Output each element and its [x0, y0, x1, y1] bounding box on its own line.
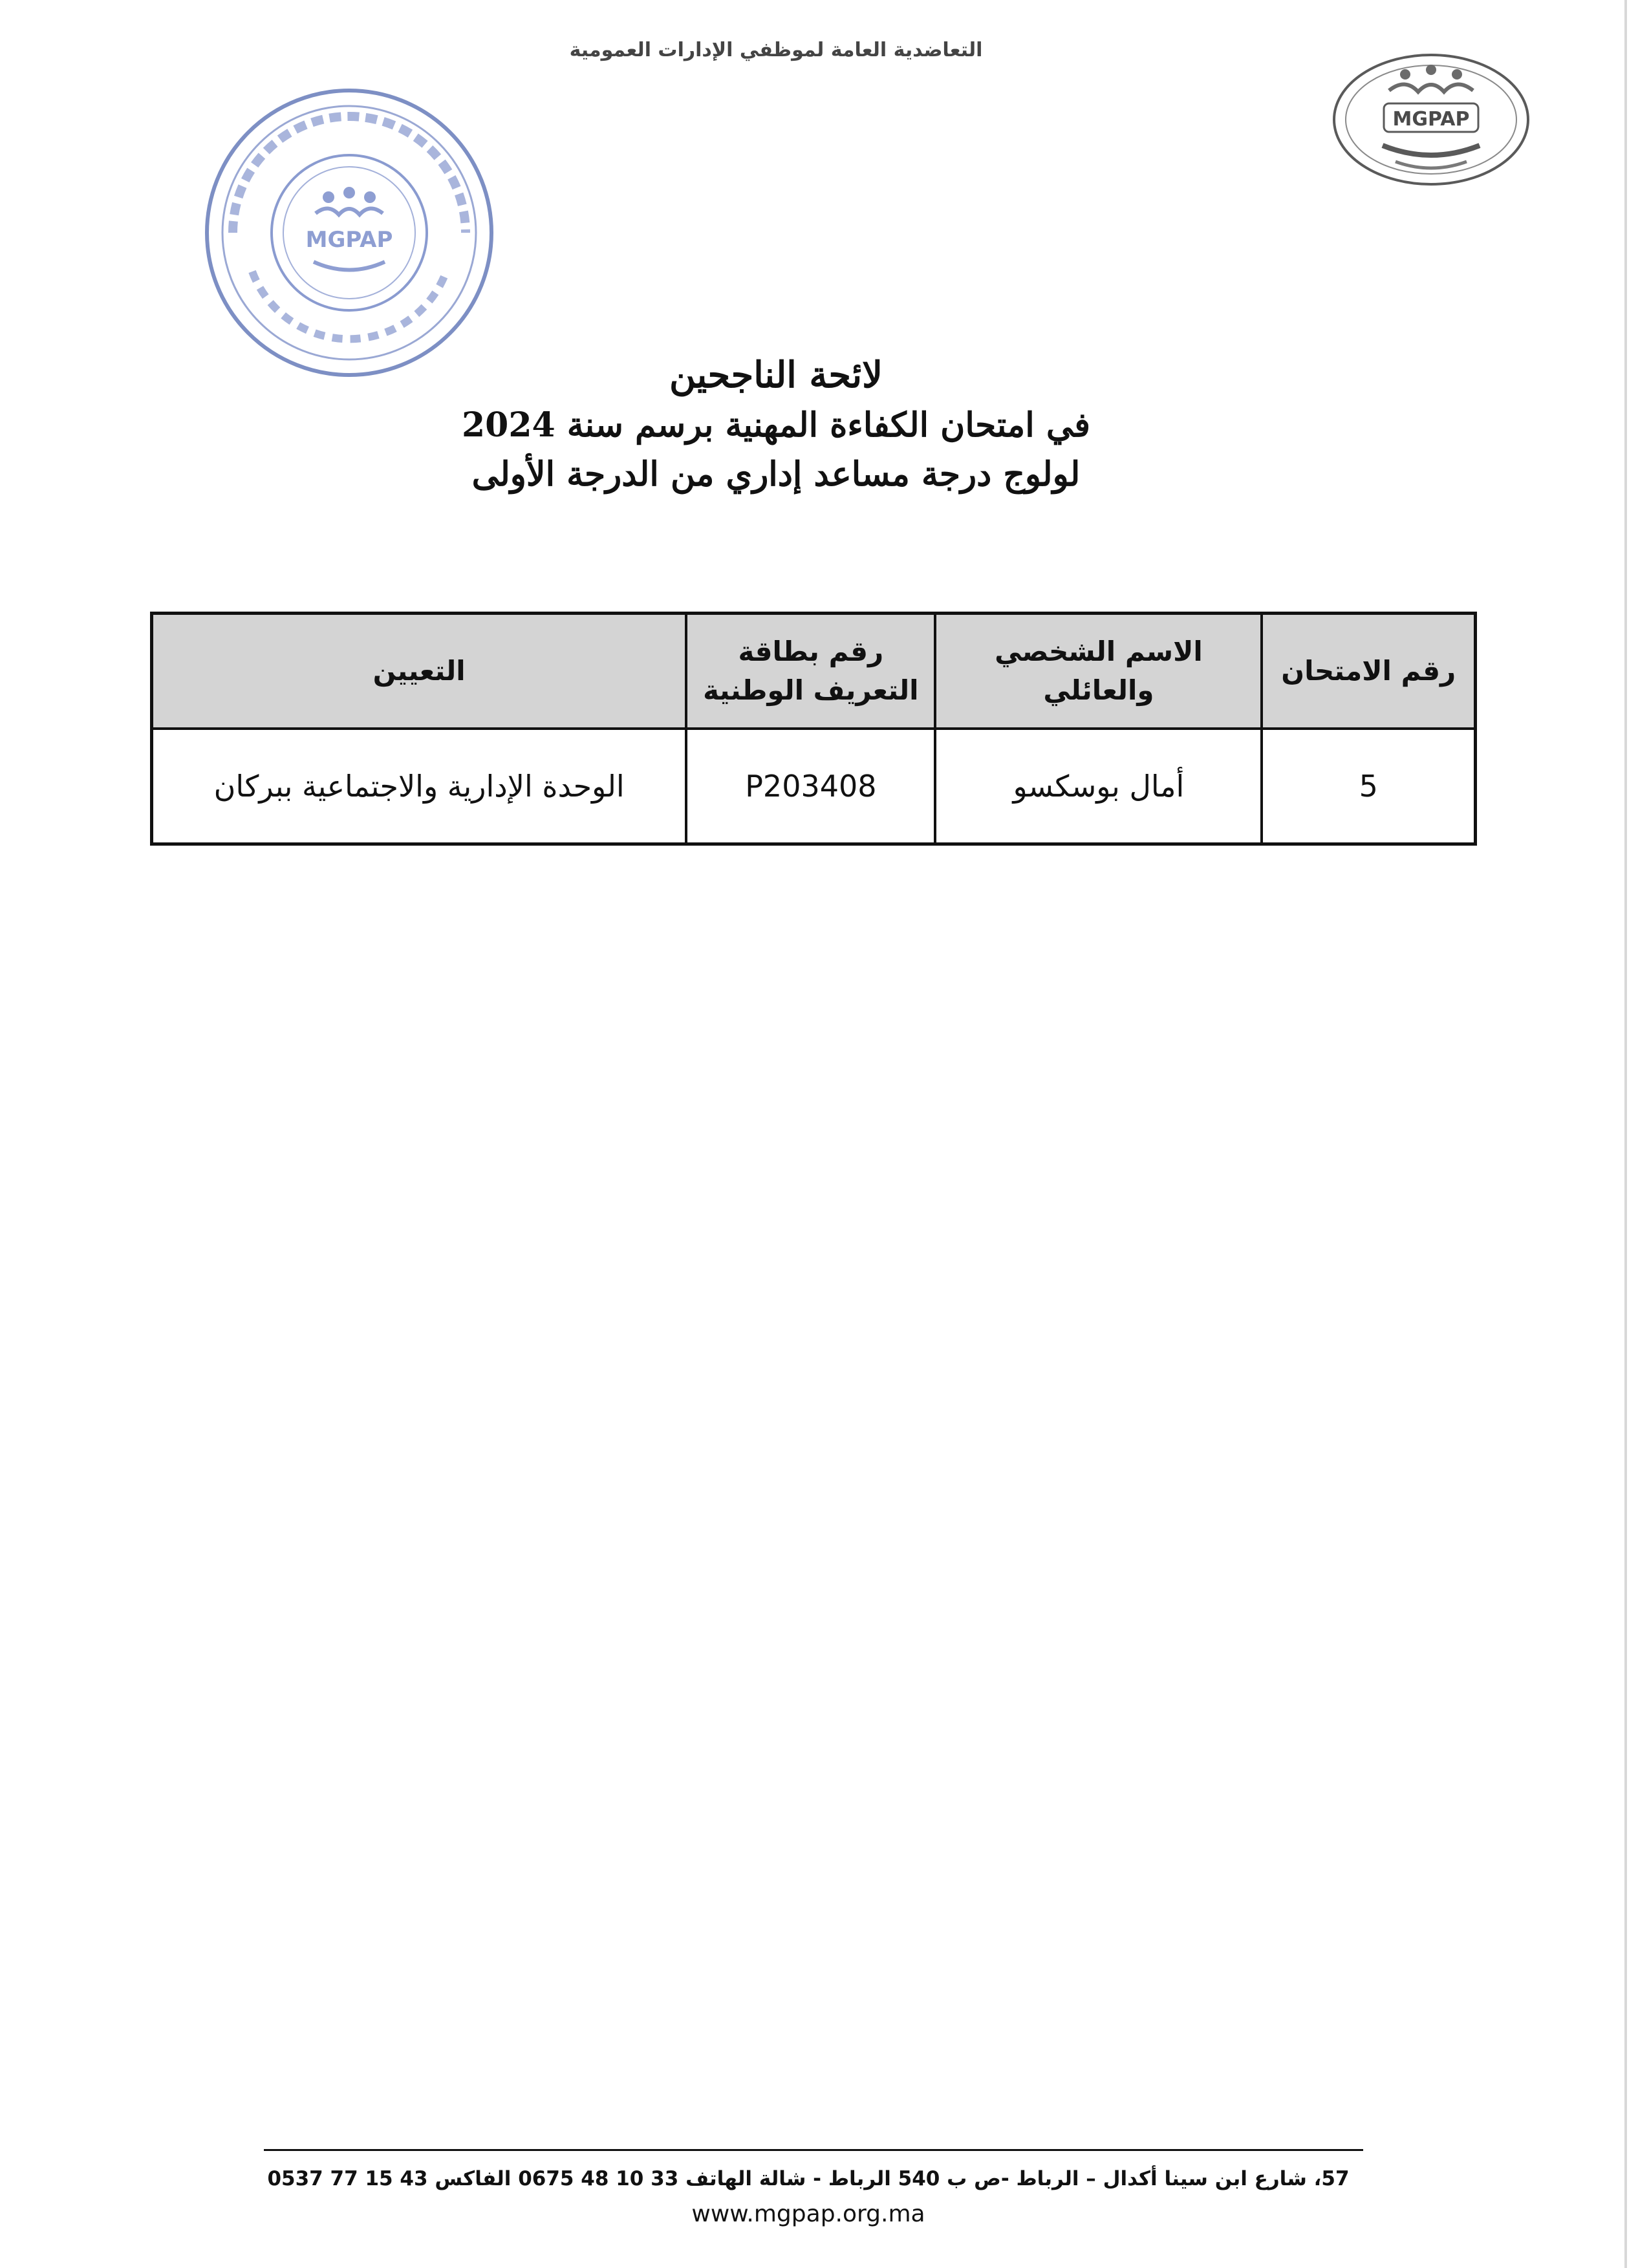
- title-line-1: لائحة الناجحين: [669, 354, 883, 396]
- organization-header: التعاضدية العامة لموظفي الإدارات العمومية: [569, 39, 983, 61]
- mgpap-logo: [1324, 45, 1538, 194]
- title-line-3: لولوج درجة مساعد إداري من الدرجة الأولى: [471, 455, 1081, 494]
- header-full-name: الاسم الشخصي والعائلي: [935, 614, 1262, 729]
- header-assignment: التعيين: [152, 614, 687, 729]
- results-table: [150, 612, 1477, 846]
- footer-website-link[interactable]: www.mgpap.org.ma: [691, 2201, 925, 2227]
- header-cin-line-2: التعريف الوطنية: [703, 674, 919, 706]
- footer-address: 57، شارع ابن سينا أكدال – الرباط -ص ب 540 الرباط - شالة الهاتف 33 10 48 0675 الفاكس 43 15 77 0537: [267, 2167, 1350, 2190]
- stamp-text: MGPAP: [305, 227, 393, 253]
- header-cin: [686, 614, 935, 729]
- footer-divider: [264, 2149, 1363, 2151]
- document-title: [323, 349, 1229, 499]
- table-row: [152, 729, 1476, 844]
- header-exam-number: رقم الامتحان: [1262, 614, 1475, 729]
- table-header-row: [152, 614, 1476, 729]
- cell-cin: P203408: [686, 729, 935, 844]
- title-line-2: في امتحان الكفاءة المهنية برسم سنة 2024: [461, 405, 1091, 445]
- cell-exam-number: 5: [1262, 729, 1475, 844]
- scan-page-edge: [1624, 0, 1627, 2268]
- header-cin-line-1: رقم بطاقة: [738, 636, 884, 667]
- logo-text: MGPAP: [1392, 108, 1470, 131]
- cell-full-name: أمال بوسكسو: [935, 729, 1262, 844]
- cell-assignment: الوحدة الإدارية والاجتماعية ببركان: [152, 729, 687, 844]
